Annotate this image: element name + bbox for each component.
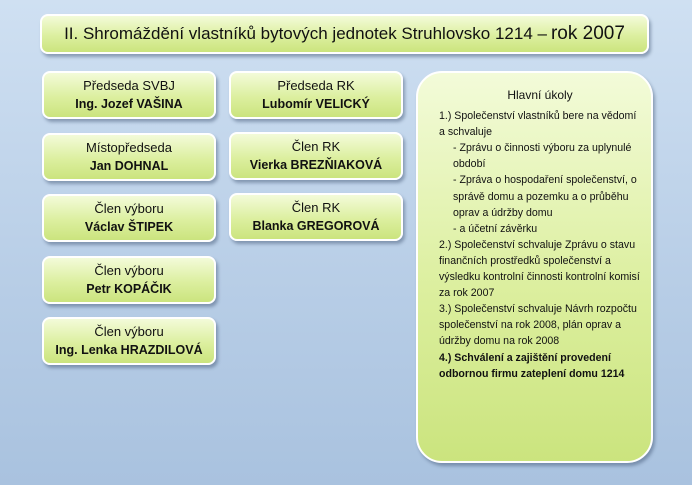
task-item: 4.) Schválení a zajištění provedení odbornou firmu zateplení domu 1214 — [439, 351, 625, 380]
person-name: Blanka GREGOROVÁ — [252, 219, 380, 233]
person-name: Lubomír VELICKÝ — [262, 97, 370, 111]
role-label: Předseda RK — [277, 78, 355, 93]
person-name: Petr KOPÁČIK — [86, 282, 172, 296]
task-item: 1.) Společenství vlastníků bere na vědomí a schvaluje — [439, 110, 637, 139]
role-label: Člen výboru — [94, 201, 164, 216]
role-label: Místopředseda — [86, 140, 172, 155]
person-name: Ing. Lenka HRAZDILOVÁ — [55, 343, 203, 357]
role-label: Člen výboru — [94, 324, 164, 339]
title-box — [40, 14, 649, 54]
person-name: Václav ŠTIPEK — [84, 220, 174, 234]
task-item: 2.) Společenství schvaluje Zprávu o stavu finančních prostředků společenství a výsledku kontrolní činnosti kontrolní komisí za rok 2007 — [439, 238, 640, 300]
role-label: Člen výboru — [94, 263, 164, 278]
box-chairman — [42, 71, 216, 119]
task-item: 3.) Společenství schvaluje Návrh rozpočtu společenství na rok 2008, plán oprav a údržby domu na rok 2008 — [439, 303, 637, 348]
box-audit-chairman — [229, 71, 403, 119]
box-committee-member-3 — [42, 317, 216, 365]
box-audit-member-1 — [229, 132, 403, 180]
box-vice-chairman — [42, 133, 216, 181]
role-label: Člen RK — [291, 200, 341, 215]
person-name: Ing. Jozef VAŠINA — [75, 97, 183, 111]
box-committee-member-2 — [42, 256, 216, 304]
person-name: Vierka BREZŇIAKOVÁ — [249, 158, 383, 172]
title-year: rok 2007 — [550, 23, 625, 44]
title-text: II. Shromáždění vlastníků bytových jednotek Struhlovsko 1214 – — [64, 24, 547, 43]
task-subitem: - Zprávu o činnosti výboru za uplynulé období — [453, 142, 632, 171]
role-label: Předseda SVBJ — [83, 78, 175, 93]
tasks-heading: Hlavní úkoly — [507, 88, 573, 102]
main-tasks-box — [416, 71, 653, 463]
task-subitem: - Zpráva o hospodaření společenství, o správě domu a pozemku a o průběhu oprav a údržby domu — [453, 174, 637, 219]
task-subitem: - a účetní závěrku — [453, 222, 538, 235]
role-label: Člen RK — [291, 139, 341, 154]
box-audit-member-2 — [229, 193, 403, 241]
person-name: Jan DOHNAL — [89, 159, 169, 173]
box-committee-member-1 — [42, 194, 216, 242]
